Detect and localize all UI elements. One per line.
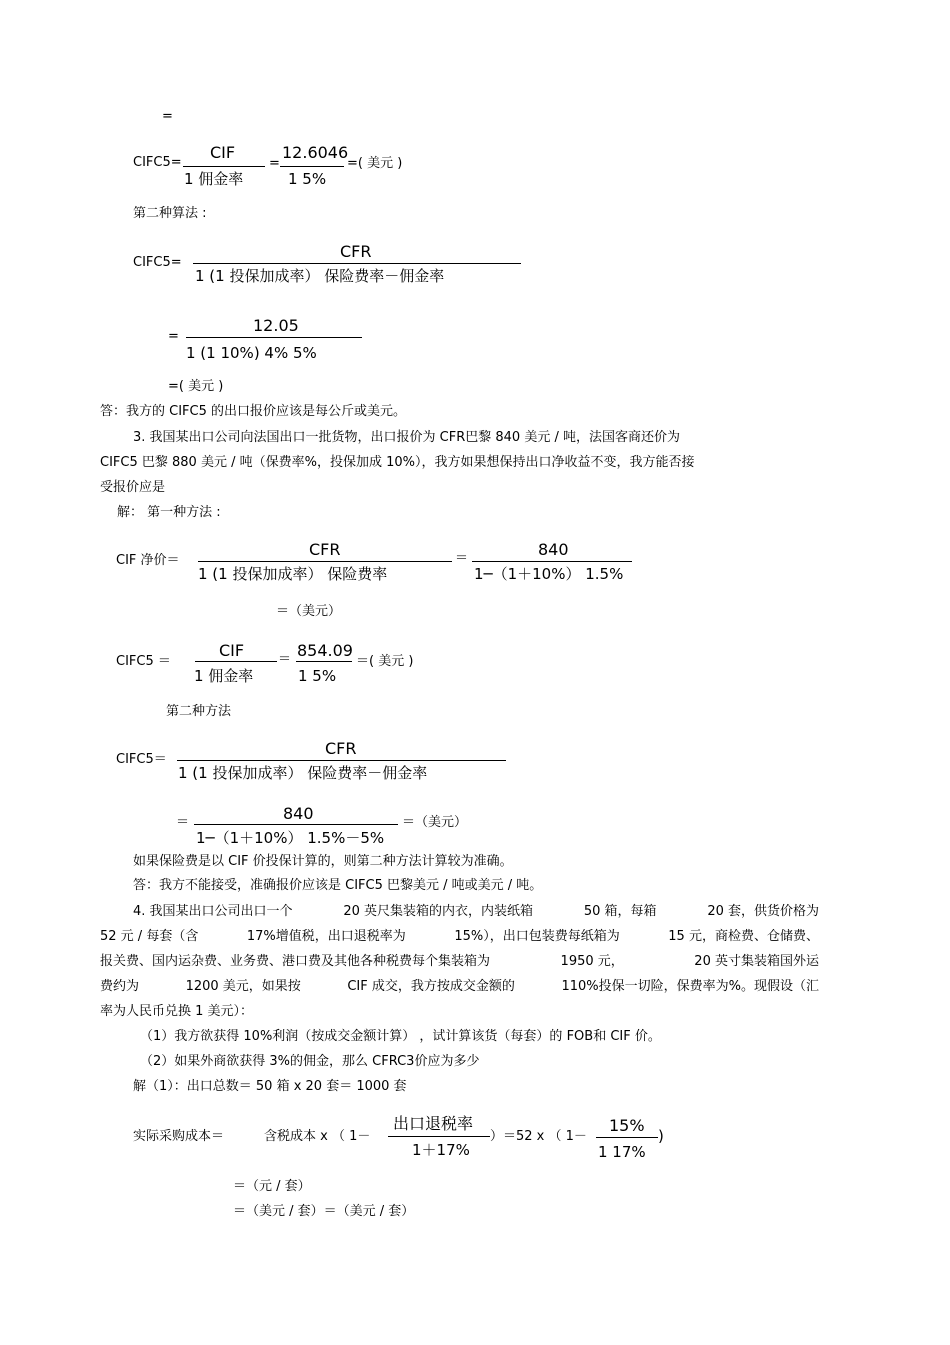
fraction-numerator: 840 xyxy=(538,540,569,559)
fraction-denominator: 1 5% xyxy=(298,667,337,685)
fraction-bar xyxy=(296,661,352,662)
text-segment: 20 套，供货价格为 xyxy=(707,904,819,919)
fraction-bar xyxy=(596,1137,658,1138)
fraction-numerator: 854.09 xyxy=(297,641,353,660)
text-segment: 报关费、国内运杂费、业务费、港口费及其他各种税费每个集装箱为 xyxy=(100,954,491,969)
fraction-numerator: 15% xyxy=(609,1116,645,1135)
result-text: =( 美元 ) xyxy=(168,379,224,394)
fraction-denominator: 1 (1 投保加成率） 保险费率 xyxy=(198,565,388,583)
fraction-bar xyxy=(183,166,265,167)
fraction-numerator: 出口退税率 xyxy=(393,1114,474,1133)
fraction-denominator: 1＋17% xyxy=(412,1141,470,1159)
equals-sign: = xyxy=(168,329,179,344)
sub-question-1: （1）我方欲获得 10%利润（按成交金额计算） ，试计算该货（每套）的 FOB和 CIF 价。 xyxy=(140,1029,661,1044)
text-segment: 1950 元， xyxy=(560,954,624,969)
fraction-numerator: CFR xyxy=(309,540,341,559)
solution-title: 解： 第一种方法 : xyxy=(117,505,221,520)
fraction-numerator: CFR xyxy=(325,739,357,758)
cifc5-label: CIFC5= xyxy=(133,255,182,270)
question-3-line-1: 3. 我国某出口公司向法国出口一批货物，出口报价为 CFR巴黎 840 美元 / 吨，法国客商还价为 xyxy=(133,430,680,445)
text-segment: 50 箱，每箱 xyxy=(583,904,657,919)
fraction-denominator: 1─（1＋10%） 1.5%－5% xyxy=(196,829,385,847)
fraction-numerator: CFR xyxy=(340,242,372,261)
cost-label: 实际采购成本＝ xyxy=(133,1129,225,1144)
question-4-line-1 xyxy=(133,905,819,918)
fraction-bar xyxy=(177,760,506,761)
cost-expression: 含税成本 x （ 1－ xyxy=(264,1129,371,1144)
result-text: ＝（美元） xyxy=(402,815,468,830)
question-3-line-3: 受报价应是 xyxy=(100,480,166,495)
text-segment: 1200 美元，如果按 xyxy=(185,979,301,994)
fraction-denominator: 1 (1 投保加成率） 保险费率－佣金率 xyxy=(178,764,428,782)
text-segment: CIF 成交，我方按成交金额的 xyxy=(347,979,515,994)
result-text: =( 美元 ) xyxy=(347,156,403,171)
result-text: ＝（美元 / 套）＝（美元 / 套） xyxy=(233,1204,415,1219)
sub-question-2: （2）如果外商欲获得 3%的佣金，那么 CFRC3价应为多少 xyxy=(140,1054,480,1069)
fraction-bar xyxy=(195,661,277,662)
fraction-numerator: 12.05 xyxy=(253,316,299,335)
note-text: 如果保险费是以 CIF 价投保计算的，则第二种方法计算较为准确。 xyxy=(133,854,513,869)
result-text: ＝（元 / 套） xyxy=(233,1179,311,1194)
fraction-bar xyxy=(186,337,362,338)
text-segment: 15%），出口包装费每纸箱为 xyxy=(454,929,620,944)
equals-sign: ＝ xyxy=(176,815,190,830)
cost-expression: ）＝52 x （ 1－ xyxy=(490,1129,587,1144)
fraction-bar xyxy=(193,263,521,264)
equals-sign: ＝ xyxy=(455,551,469,566)
equals-sign: = xyxy=(269,156,280,171)
question-4-line-5: 率为人民币兑换 1 美元）： xyxy=(100,1004,254,1019)
fraction-bar xyxy=(388,1136,490,1137)
fraction-bar xyxy=(472,561,632,562)
fraction-numerator: 840 xyxy=(283,804,314,823)
cifc5-label: CIFC5＝ xyxy=(116,752,167,767)
fraction-denominator: 1 5% xyxy=(288,170,327,188)
fraction-numerator: 12.6046 xyxy=(282,143,349,162)
fraction-numerator: CIF xyxy=(219,641,245,660)
question-3-line-2: CIFC5 巴黎 880 美元 / 吨（保费率%，投保加成 10%），我方如果想保持出口净收益不变，我方能否接 xyxy=(100,455,695,470)
fraction-denominator: 1─（1＋10%） 1.5% xyxy=(474,565,624,583)
fraction-denominator: 1 (1 投保加成率） 保险费率－佣金率 xyxy=(195,267,445,285)
solution-title: 解（1）：出口总数＝ 50 箱 x 20 套＝ 1000 套 xyxy=(133,1079,407,1094)
fraction-bar xyxy=(198,561,452,562)
fraction-bar xyxy=(194,824,398,825)
question-4-line-3 xyxy=(100,955,819,968)
text-segment: 15 元，商检费、仓储费、 xyxy=(668,929,819,944)
cifc5-label: CIFC5 ＝ xyxy=(116,654,171,669)
answer-text: 答：我方不能接受，准确报价应该是 CIFC5 巴黎美元 / 吨或美元 / 吨。 xyxy=(133,878,543,893)
equals-sign: ＝ xyxy=(278,652,292,667)
text-segment: 110%投保一切险，保费率为%。现假设（汇 xyxy=(561,979,819,994)
fraction-denominator: 1 17% xyxy=(598,1143,646,1161)
fraction-denominator: 1 佣金率 xyxy=(194,667,254,685)
text-segment: 4. 我国某出口公司出口一个 xyxy=(133,904,293,919)
answer-text: 答：我方的 CIFC5 的出口报价应该是每公斤或美元。 xyxy=(100,404,407,419)
fraction-denominator: 1 (1 10%) 4% 5% xyxy=(186,344,317,362)
cif-net-label: CIF 净价＝ xyxy=(116,553,180,568)
fraction-denominator: 1 佣金率 xyxy=(184,170,244,188)
fraction-numerator: CIF xyxy=(210,143,236,162)
method-title: 第二种方法 xyxy=(166,704,232,719)
question-4-line-4 xyxy=(100,980,819,993)
text-segment: 17%增值税，出口退税率为 xyxy=(246,929,406,944)
question-4-line-2 xyxy=(100,930,819,943)
result-text: ＝（美元） xyxy=(276,604,342,619)
equals-sign: = xyxy=(162,109,173,124)
result-text: ＝( 美元 ) xyxy=(356,654,414,669)
text-segment: 费约为 xyxy=(100,979,140,994)
text-segment: 20 英寸集装箱国外运 xyxy=(694,954,819,969)
method-title: 第二种算法 : xyxy=(133,206,207,221)
text-segment: 20 英尺集装箱的内衣，内装纸箱 xyxy=(343,904,534,919)
fraction-bar xyxy=(280,166,344,167)
text-segment: 52 元 / 每套（含 xyxy=(100,929,199,944)
cifc5-label: CIFC5= xyxy=(133,155,182,170)
close-paren: ) xyxy=(658,1127,664,1145)
